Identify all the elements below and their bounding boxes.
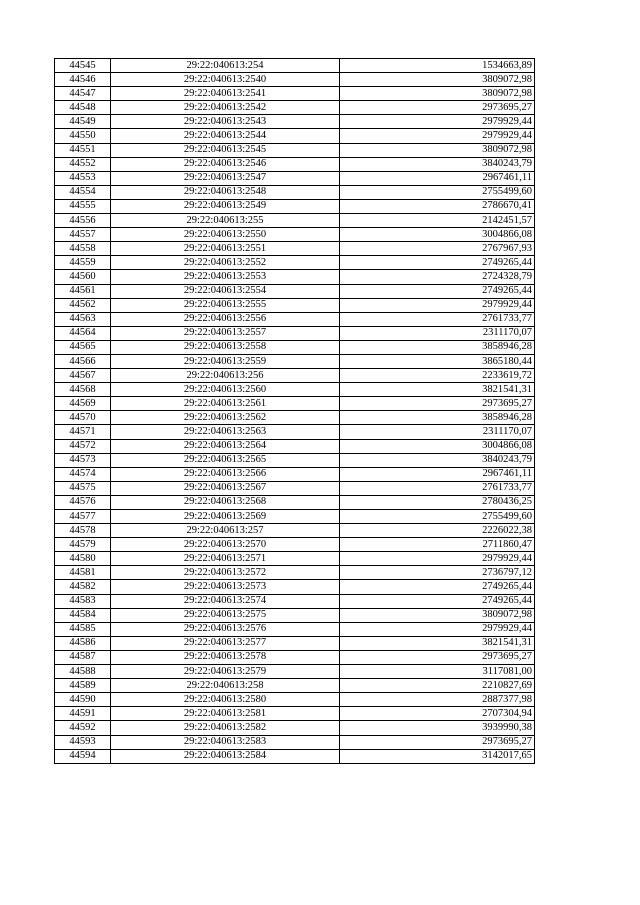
cadastral-value-cell: 2973695,27 xyxy=(340,397,535,411)
row-number-cell: 44577 xyxy=(55,510,111,524)
cadastral-value-cell: 2749265,44 xyxy=(340,284,535,298)
row-number-cell: 44590 xyxy=(55,693,111,707)
cadastral-value-cell: 3858946,28 xyxy=(340,411,535,425)
table-body xyxy=(55,59,535,764)
cadastral-number-cell: 29:22:040613:2553 xyxy=(111,270,340,284)
cadastral-value-cell: 3809072,98 xyxy=(340,73,535,87)
row-number-cell: 44591 xyxy=(55,707,111,721)
table-row xyxy=(55,524,535,538)
cadastral-number-cell: 29:22:040613:2563 xyxy=(111,425,340,439)
cadastral-number-cell: 29:22:040613:258 xyxy=(111,679,340,693)
cadastral-value-cell: 2711860,47 xyxy=(340,538,535,552)
row-number-cell: 44571 xyxy=(55,425,111,439)
table-row xyxy=(55,453,535,467)
row-number-cell: 44574 xyxy=(55,467,111,481)
cadastral-number-cell: 29:22:040613:2572 xyxy=(111,566,340,580)
table-row xyxy=(55,693,535,707)
cadastral-number-cell: 29:22:040613:2558 xyxy=(111,340,340,354)
cadastral-value-cell: 3840243,79 xyxy=(340,157,535,171)
row-number-cell: 44559 xyxy=(55,256,111,270)
cadastral-number-cell: 29:22:040613:2584 xyxy=(111,749,340,763)
cadastral-value-cell: 3142017,65 xyxy=(340,749,535,763)
row-number-cell: 44570 xyxy=(55,411,111,425)
cadastral-number-cell: 29:22:040613:2543 xyxy=(111,115,340,129)
table-row xyxy=(55,594,535,608)
cadastral-value-cell: 3809072,98 xyxy=(340,87,535,101)
table-row xyxy=(55,340,535,354)
cadastral-value-cell: 2749265,44 xyxy=(340,594,535,608)
row-number-cell: 44552 xyxy=(55,157,111,171)
row-number-cell: 44587 xyxy=(55,650,111,664)
cadastral-number-cell: 29:22:040613:2564 xyxy=(111,439,340,453)
row-number-cell: 44572 xyxy=(55,439,111,453)
cadastral-number-cell: 29:22:040613:2546 xyxy=(111,157,340,171)
table-row xyxy=(55,721,535,735)
table-row xyxy=(55,481,535,495)
cadastral-value-cell: 2979929,44 xyxy=(340,129,535,143)
table-row xyxy=(55,566,535,580)
cadastral-number-cell: 29:22:040613:2541 xyxy=(111,87,340,101)
table-row xyxy=(55,495,535,509)
row-number-cell: 44573 xyxy=(55,453,111,467)
cadastral-value-cell: 2979929,44 xyxy=(340,552,535,566)
cadastral-number-cell: 29:22:040613:2574 xyxy=(111,594,340,608)
row-number-cell: 44555 xyxy=(55,199,111,213)
row-number-cell: 44582 xyxy=(55,580,111,594)
cadastral-value-cell: 1534663,89 xyxy=(340,59,535,73)
table-row xyxy=(55,580,535,594)
table-row xyxy=(55,538,535,552)
cadastral-number-cell: 29:22:040613:2571 xyxy=(111,552,340,566)
table-row xyxy=(55,199,535,213)
table-row xyxy=(55,679,535,693)
cadastral-number-cell: 29:22:040613:2555 xyxy=(111,298,340,312)
cadastral-number-cell: 29:22:040613:255 xyxy=(111,214,340,228)
cadastral-value-cell: 2973695,27 xyxy=(340,735,535,749)
row-number-cell: 44593 xyxy=(55,735,111,749)
row-number-cell: 44585 xyxy=(55,622,111,636)
cadastral-value-cell: 2767967,93 xyxy=(340,242,535,256)
row-number-cell: 44553 xyxy=(55,171,111,185)
row-number-cell: 44560 xyxy=(55,270,111,284)
cadastral-value-cell: 3004866,08 xyxy=(340,439,535,453)
table-row xyxy=(55,129,535,143)
cadastral-value-cell: 2707304,94 xyxy=(340,707,535,721)
cadastral-value-cell: 2979929,44 xyxy=(340,622,535,636)
row-number-cell: 44569 xyxy=(55,397,111,411)
table-row xyxy=(55,425,535,439)
table-row xyxy=(55,552,535,566)
cadastral-number-cell: 29:22:040613:2566 xyxy=(111,467,340,481)
cadastral-value-cell: 3840243,79 xyxy=(340,453,535,467)
row-number-cell: 44551 xyxy=(55,143,111,157)
row-number-cell: 44568 xyxy=(55,383,111,397)
cadastral-value-cell: 2724328,79 xyxy=(340,270,535,284)
row-number-cell: 44545 xyxy=(55,59,111,73)
table-row xyxy=(55,171,535,185)
cadastral-number-cell: 29:22:040613:2581 xyxy=(111,707,340,721)
cadastral-number-cell: 29:22:040613:2551 xyxy=(111,242,340,256)
row-number-cell: 44583 xyxy=(55,594,111,608)
table-row xyxy=(55,749,535,763)
cadastral-number-cell: 29:22:040613:2578 xyxy=(111,650,340,664)
row-number-cell: 44580 xyxy=(55,552,111,566)
cadastral-value-cell: 2761733,77 xyxy=(340,312,535,326)
cadastral-number-cell: 29:22:040613:2550 xyxy=(111,228,340,242)
cadastral-number-cell: 29:22:040613:2552 xyxy=(111,256,340,270)
row-number-cell: 44556 xyxy=(55,214,111,228)
row-number-cell: 44581 xyxy=(55,566,111,580)
row-number-cell: 44563 xyxy=(55,312,111,326)
table-row xyxy=(55,87,535,101)
table-row xyxy=(55,397,535,411)
cadastral-value-cell: 2973695,27 xyxy=(340,650,535,664)
table-row xyxy=(55,214,535,228)
cadastral-number-cell: 29:22:040613:2582 xyxy=(111,721,340,735)
row-number-cell: 44548 xyxy=(55,101,111,115)
row-number-cell: 44567 xyxy=(55,369,111,383)
table-row xyxy=(55,326,535,340)
cadastral-number-cell: 29:22:040613:2576 xyxy=(111,622,340,636)
cadastral-number-cell: 29:22:040613:2565 xyxy=(111,453,340,467)
table-row xyxy=(55,510,535,524)
cadastral-number-cell: 29:22:040613:2579 xyxy=(111,665,340,679)
cadastral-value-cell: 2761733,77 xyxy=(340,481,535,495)
cadastral-number-cell: 29:22:040613:2557 xyxy=(111,326,340,340)
cadastral-value-cell: 2210827,69 xyxy=(340,679,535,693)
cadastral-value-cell: 2311170,07 xyxy=(340,425,535,439)
cadastral-number-cell: 29:22:040613:2556 xyxy=(111,312,340,326)
cadastral-value-cell: 2973695,27 xyxy=(340,101,535,115)
table-row xyxy=(55,665,535,679)
cadastral-value-cell: 2755499,60 xyxy=(340,185,535,199)
row-number-cell: 44594 xyxy=(55,749,111,763)
cadastral-number-cell: 29:22:040613:2547 xyxy=(111,171,340,185)
table-row xyxy=(55,439,535,453)
table-row xyxy=(55,115,535,129)
row-number-cell: 44565 xyxy=(55,340,111,354)
row-number-cell: 44562 xyxy=(55,298,111,312)
row-number-cell: 44557 xyxy=(55,228,111,242)
table-row xyxy=(55,242,535,256)
cadastral-number-cell: 29:22:040613:2549 xyxy=(111,199,340,213)
cadastral-value-cell: 3004866,08 xyxy=(340,228,535,242)
cadastral-number-cell: 29:22:040613:2559 xyxy=(111,354,340,368)
cadastral-value-cell: 2142451,57 xyxy=(340,214,535,228)
cadastral-number-cell: 29:22:040613:254 xyxy=(111,59,340,73)
table-row xyxy=(55,101,535,115)
cadastral-number-cell: 29:22:040613:2575 xyxy=(111,608,340,622)
table-row xyxy=(55,369,535,383)
cadastral-number-cell: 29:22:040613:2568 xyxy=(111,495,340,509)
cadastral-number-cell: 29:22:040613:2567 xyxy=(111,481,340,495)
cadastral-value-cell: 3865180,44 xyxy=(340,354,535,368)
table-row xyxy=(55,636,535,650)
table-row xyxy=(55,270,535,284)
row-number-cell: 44589 xyxy=(55,679,111,693)
row-number-cell: 44558 xyxy=(55,242,111,256)
row-number-cell: 44549 xyxy=(55,115,111,129)
row-number-cell: 44579 xyxy=(55,538,111,552)
cadastral-value-cell: 2967461,11 xyxy=(340,171,535,185)
table-row xyxy=(55,143,535,157)
cadastral-value-cell: 3821541,31 xyxy=(340,636,535,650)
cadastral-number-cell: 29:22:040613:2561 xyxy=(111,397,340,411)
cadastral-number-cell: 29:22:040613:2560 xyxy=(111,383,340,397)
table-row xyxy=(55,157,535,171)
cadastral-number-cell: 29:22:040613:256 xyxy=(111,369,340,383)
cadastral-value-cell: 3809072,98 xyxy=(340,608,535,622)
row-number-cell: 44588 xyxy=(55,665,111,679)
cadastral-number-cell: 29:22:040613:2562 xyxy=(111,411,340,425)
cadastral-number-cell: 29:22:040613:2544 xyxy=(111,129,340,143)
cadastral-number-cell: 29:22:040613:2573 xyxy=(111,580,340,594)
row-number-cell: 44561 xyxy=(55,284,111,298)
table-row xyxy=(55,185,535,199)
table-row xyxy=(55,354,535,368)
cadastral-number-cell: 29:22:040613:2542 xyxy=(111,101,340,115)
table-row xyxy=(55,73,535,87)
row-number-cell: 44592 xyxy=(55,721,111,735)
table-row xyxy=(55,284,535,298)
table-row xyxy=(55,707,535,721)
cadastral-value-cell: 2755499,60 xyxy=(340,510,535,524)
table-row xyxy=(55,622,535,636)
row-number-cell: 44586 xyxy=(55,636,111,650)
cadastral-value-cell: 2311170,07 xyxy=(340,326,535,340)
cadastral-value-cell: 2887377,98 xyxy=(340,693,535,707)
table-row xyxy=(55,298,535,312)
cadastral-number-cell: 29:22:040613:2580 xyxy=(111,693,340,707)
cadastral-value-cell: 3858946,28 xyxy=(340,340,535,354)
table-row xyxy=(55,228,535,242)
cadastral-number-cell: 29:22:040613:2548 xyxy=(111,185,340,199)
cadastral-number-cell: 29:22:040613:257 xyxy=(111,524,340,538)
cadastral-value-cell: 2736797,12 xyxy=(340,566,535,580)
cadastral-value-cell: 2749265,44 xyxy=(340,580,535,594)
row-number-cell: 44578 xyxy=(55,524,111,538)
cadastral-number-cell: 29:22:040613:2540 xyxy=(111,73,340,87)
row-number-cell: 44554 xyxy=(55,185,111,199)
cadastral-number-cell: 29:22:040613:2545 xyxy=(111,143,340,157)
cadastral-value-cell: 3809072,98 xyxy=(340,143,535,157)
table-row xyxy=(55,383,535,397)
cadastral-value-cell: 2780436,25 xyxy=(340,495,535,509)
cadastral-value-cell: 2979929,44 xyxy=(340,298,535,312)
row-number-cell: 44550 xyxy=(55,129,111,143)
cadastral-value-cell: 3821541,31 xyxy=(340,383,535,397)
cadastral-number-cell: 29:22:040613:2577 xyxy=(111,636,340,650)
cadastral-value-cell: 2226022,38 xyxy=(340,524,535,538)
row-number-cell: 44564 xyxy=(55,326,111,340)
table-row xyxy=(55,608,535,622)
table-row xyxy=(55,411,535,425)
cadastral-number-cell: 29:22:040613:2583 xyxy=(111,735,340,749)
row-number-cell: 44566 xyxy=(55,354,111,368)
cadastral-value-cell: 2786670,41 xyxy=(340,199,535,213)
row-number-cell: 44576 xyxy=(55,495,111,509)
cadastral-number-cell: 29:22:040613:2569 xyxy=(111,510,340,524)
row-number-cell: 44575 xyxy=(55,481,111,495)
row-number-cell: 44584 xyxy=(55,608,111,622)
table-row xyxy=(55,650,535,664)
table-row xyxy=(55,312,535,326)
row-number-cell: 44547 xyxy=(55,87,111,101)
cadastral-value-cell: 3117081,00 xyxy=(340,665,535,679)
cadastral-value-cell: 2233619,72 xyxy=(340,369,535,383)
cadastral-number-cell: 29:22:040613:2554 xyxy=(111,284,340,298)
row-number-cell: 44546 xyxy=(55,73,111,87)
cadastral-value-cell: 2749265,44 xyxy=(340,256,535,270)
table-row xyxy=(55,467,535,481)
table-row xyxy=(55,735,535,749)
cadastral-value-table xyxy=(54,58,535,764)
cadastral-value-cell: 2979929,44 xyxy=(340,115,535,129)
table-row xyxy=(55,59,535,73)
cadastral-value-cell: 2967461,11 xyxy=(340,467,535,481)
cadastral-number-cell: 29:22:040613:2570 xyxy=(111,538,340,552)
table-row xyxy=(55,256,535,270)
cadastral-value-cell: 3939990,38 xyxy=(340,721,535,735)
